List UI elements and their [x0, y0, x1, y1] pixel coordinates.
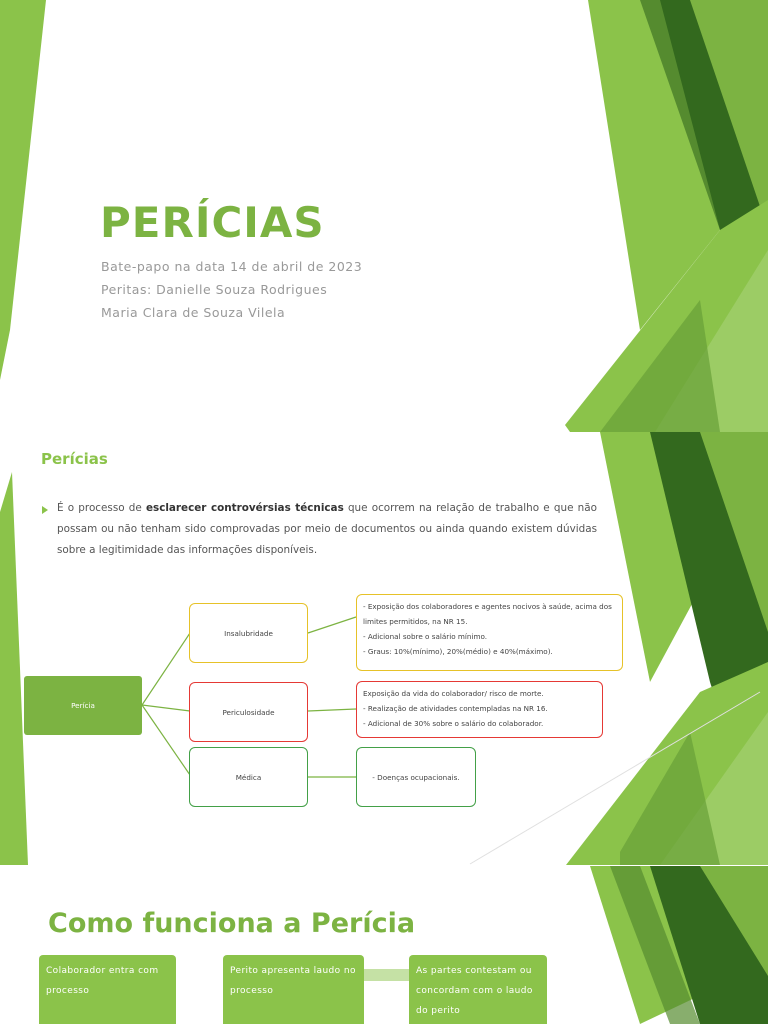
subtitle-experts: Peritas: Danielle Souza Rodrigues: [101, 282, 328, 297]
subtitle-expert-2: Maria Clara de Souza Vilela: [101, 305, 286, 320]
how-it-works-slide: [0, 866, 768, 1024]
diagram-root-node: Perícia: [24, 676, 142, 735]
subtitle-date: Bate-papo na data 14 de abril de 2023: [101, 259, 363, 274]
detail-line: - Adicional de 30% sobre o salário do colaborador.: [363, 719, 544, 728]
step-card-2: Perito apresenta laudo no processo: [223, 955, 364, 1024]
detail-line: - Realização de atividades contempladas na NR 16.: [363, 704, 548, 713]
detail-insalubridade: [356, 594, 623, 671]
title-slide: [0, 0, 768, 432]
detail-medica: - Doenças ocupacionais.: [356, 747, 476, 807]
node-periculosidade: Periculosidade: [189, 682, 308, 742]
detail-line: - Graus: 10%(mínimo), 20%(médio) e 40%(máximo).: [363, 647, 553, 656]
pericias-slide: [0, 432, 768, 865]
step-connector: [364, 969, 409, 981]
slide-heading: Perícias: [41, 450, 108, 468]
step-card-1: Colaborador entra com processo: [39, 955, 176, 1024]
slide-heading: Como funciona a Perícia: [48, 908, 416, 939]
detail-periculosidade: [356, 681, 603, 738]
detail-line: Exposição da vida do colaborador/ risco de morte.: [363, 689, 544, 698]
detail-line: - Adicional sobre o salário mínimo.: [363, 632, 487, 641]
detail-line: - Exposição dos colaboradores e agentes nocivos à saúde, acima dos limites permitidos, na NR 15.: [363, 602, 612, 626]
step-card-3: As partes contestam ou concordam com o laudo do perito: [409, 955, 547, 1024]
presentation-title: PERÍCIAS: [100, 198, 325, 247]
definition-paragraph: É o processo de esclarecer controvérsias técnicas que ocorrem na relação de trabalho e que não possam ou não tenham sido comprovadas por meio de documentos ou ainda quando existem dúvidas sobre a legitimidade das informações disponíveis.: [57, 502, 597, 556]
node-medica: Médica: [189, 747, 308, 807]
node-insalubridade: Insalubridade: [189, 603, 308, 663]
